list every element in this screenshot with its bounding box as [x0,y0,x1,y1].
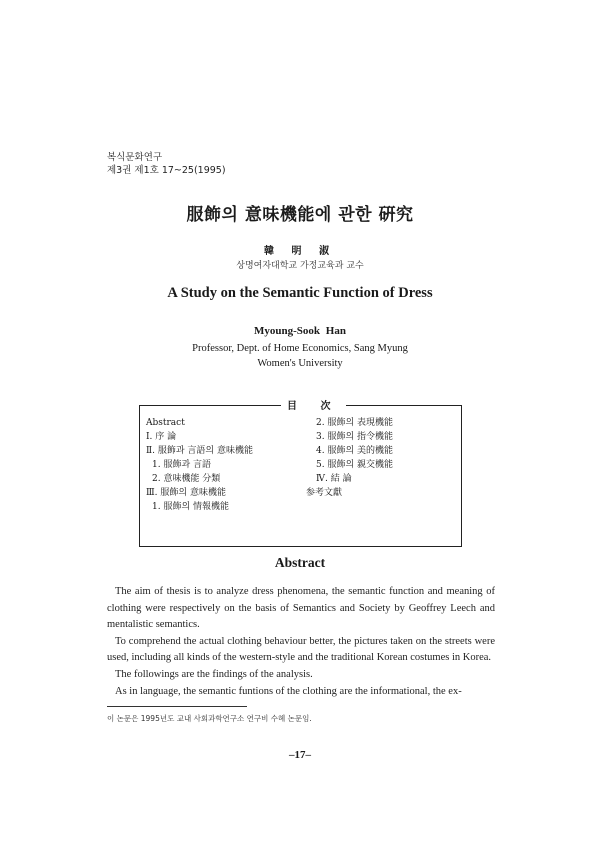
abstract-heading: Abstract [274,555,326,570]
toc-item: 4. 服飾의 美的機能 [316,446,394,456]
abstract-body [107,584,495,700]
footnote: 이 논문은 1995년도 교내 사회과학연구소 연구비 수혜 논문임. [107,714,312,723]
abstract-paragraph: The aim of thesis is to analyze dress phenomena, the semantic function and meaning of clothing were respectively on the basis of Semantics and Society by Geoffrey Leech and mentalistic semantics. [107,586,495,631]
author-korean: 韓 明 淑 [264,246,336,257]
toc-heading: 目 次 [281,397,346,412]
toc-item: Abstract [146,418,185,428]
toc-right-column [306,416,393,500]
footnote-divider [107,706,247,707]
journal-name: 복식문화연구 [107,152,163,163]
affiliation-line-1: Professor, Dept. of Home Economics, Sang Myung [192,343,408,354]
journal-info [107,151,226,177]
title-korean: 服飾의 意味機能에 관한 硏究 [186,205,414,225]
toc-item: Ⅲ. 服飾의 意味機能 [146,488,226,498]
author-english: Myoung-Sook Han [254,325,346,337]
affiliation-korean: 상명여자대학교 가정교육과 교수 [236,261,364,271]
title-english: A Study on the Semantic Function of Dress [167,285,433,301]
page-number: –17– [289,749,311,761]
toc-item: Ⅰ. 序 論 [146,432,177,442]
abstract-paragraph: As in language, the semantic funtions of the clothing are the informational, the ex- [115,685,462,697]
toc-item: Ⅳ. 結 論 [316,474,352,484]
toc-item: 5. 服飾의 親交機能 [316,460,394,470]
abstract-paragraph: To comprehend the actual clothing behaviour better, the pictures taken on the streets were used, including all kinds of the western-style and the traditional Korean costumes in Korea. [107,635,495,664]
affiliation-english [0,341,600,371]
toc-item: 2. 服飾의 表現機能 [316,418,394,428]
affiliation-line-2: Women's University [257,358,343,369]
toc-item: 1. 服飾의 情報機能 [152,502,230,512]
toc-item: Ⅱ. 服飾과 言語의 意味機能 [146,446,253,456]
toc-item: 参考文獻 [306,488,343,498]
abstract-paragraph: The followings are the findings of the analysis. [115,668,313,680]
toc-item: 1. 服飾과 言語 [152,460,212,470]
toc-item: 3. 服飾의 指令機能 [316,432,394,442]
toc-item: 2. 意味機能 分類 [152,474,221,484]
toc-left-column [146,416,253,514]
journal-issue: 제3권 제1호 17~25(1995) [107,165,226,176]
